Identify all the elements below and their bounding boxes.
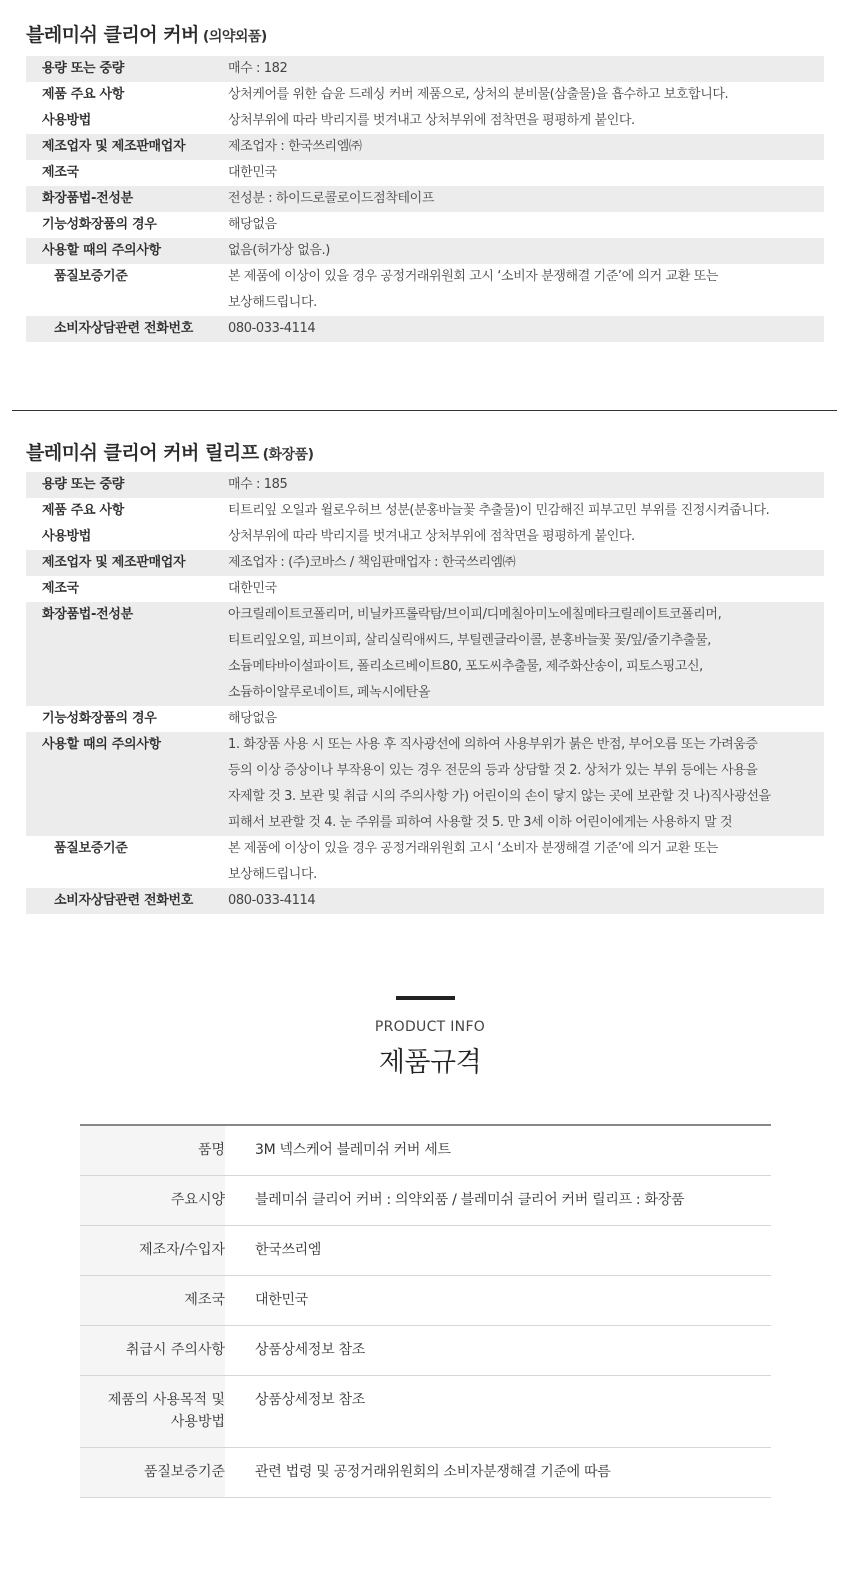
spec-value <box>216 56 824 82</box>
product-info-label <box>80 1326 225 1375</box>
section2-spec-table <box>26 472 824 914</box>
product-info-value: 상품상세정보 참조 <box>255 1392 365 1408</box>
spec-row <box>26 602 824 706</box>
spec-row <box>26 888 824 914</box>
spec-row <box>26 56 824 82</box>
spec-value-line: 대한민국 <box>228 165 277 180</box>
product-info-accent-bar <box>396 996 455 1000</box>
spec-value <box>216 212 824 238</box>
spec-row <box>26 238 824 264</box>
spec-value-line: 매수 : 182 <box>228 61 288 76</box>
spec-row <box>26 524 824 550</box>
product-info-label-line: 취급시 주의사항 <box>125 1342 225 1358</box>
product-info-row <box>80 1176 771 1226</box>
spec-value-line: 상처부위에 따라 박리지를 벗겨내고 상처부위에 점착면을 평평하게 붙인다. <box>228 113 635 128</box>
product-info-value: 대한민국 <box>255 1292 308 1308</box>
spec-value-line: 해당없음 <box>228 217 277 232</box>
product-info-label <box>80 1376 225 1447</box>
spec-row <box>26 264 824 316</box>
spec-label: 제조업자 및 제조판매업자 <box>42 139 186 154</box>
spec-value-line: 아크릴레이트코폴리머, 비닐카프롤락탐/브이피/디메칠아미노에칠메타크릴레이트코폴리머, <box>228 607 722 622</box>
spec-value <box>216 108 824 134</box>
spec-value <box>216 264 824 316</box>
spec-row <box>26 212 824 238</box>
spec-value-line: 자제할 것 3. 보관 및 취급 시의 주의사항 가) 어린이의 손이 닿지 않는 곳에 보관할 것 나)직사광선을 <box>228 789 771 804</box>
spec-value-line: 대한민국 <box>228 581 277 596</box>
spec-label: 소비자상담관련 전화번호 <box>54 893 194 908</box>
product-info-label <box>80 1176 225 1225</box>
spec-value <box>216 316 824 342</box>
product-info-row <box>80 1276 771 1326</box>
product-info-label <box>80 1126 225 1175</box>
section2-title: 블레미쉬 클리어 커버 릴리프 (화장품) <box>26 442 314 464</box>
spec-value-line: 등의 이상 증상이나 부작용이 있는 경우 전문의 등과 상담할 것 2. 상처가 있는 부위 등에는 사용을 <box>228 763 758 778</box>
spec-row <box>26 160 824 186</box>
spec-value <box>216 186 824 212</box>
product-info-label-line: 제조자/수입자 <box>139 1242 225 1258</box>
spec-value-line: 080-033-4114 <box>228 321 316 336</box>
spec-label: 기능성화장품의 경우 <box>42 217 157 232</box>
product-info-heading-ko: 제품규격 <box>378 1047 482 1078</box>
spec-label: 용량 또는 중량 <box>42 477 124 492</box>
spec-label: 제조국 <box>42 165 79 180</box>
spec-value-line: 제조업자 : 한국쓰리엠㈜ <box>228 139 362 154</box>
spec-row <box>26 550 824 576</box>
spec-value-line: 보상해드립니다. <box>228 867 317 882</box>
product-info-label-line: 품질보증기준 <box>143 1464 225 1480</box>
spec-value-line: 080-033-4114 <box>228 893 316 908</box>
spec-value-line: 상처부위에 따라 박리지를 벗겨내고 상처부위에 점착면을 평평하게 붙인다. <box>228 529 635 544</box>
spec-value-line: 티트리잎오일, 피브이피, 살리실릭애씨드, 부틸렌글라이콜, 분홍바늘꽃 꽃/잎/줄기추출물, <box>228 633 711 648</box>
spec-label: 용량 또는 중량 <box>42 61 124 76</box>
spec-value <box>216 888 824 914</box>
spec-label: 품질보증기준 <box>54 841 128 856</box>
spec-row <box>26 108 824 134</box>
spec-label: 소비자상담관련 전화번호 <box>54 321 194 336</box>
spec-row <box>26 134 824 160</box>
product-info-value: 관련 법령 및 공정거래위원회의 소비자분쟁해결 기준에 따름 <box>255 1464 611 1480</box>
spec-value-line: 피해서 보관할 것 4. 눈 주위를 피하여 사용할 것 5. 만 3세 이하 어린이에게는 사용하지 말 것 <box>228 815 733 830</box>
section1-subtitle: (의약외품) <box>202 29 267 45</box>
section-divider <box>12 410 837 411</box>
product-info-row <box>80 1126 771 1176</box>
product-info-label-line: 품명 <box>197 1142 225 1158</box>
spec-value <box>216 524 824 550</box>
section1-spec-table <box>26 56 824 342</box>
spec-label: 제조업자 및 제조판매업자 <box>42 555 186 570</box>
spec-label: 제품 주요 사항 <box>42 503 124 518</box>
spec-label: 사용할 때의 주의사항 <box>42 243 161 258</box>
spec-value <box>216 550 824 576</box>
spec-row <box>26 732 824 836</box>
product-info-heading-en: PRODUCT INFO <box>374 1019 486 1035</box>
spec-label: 화장품법-전성분 <box>42 191 133 206</box>
spec-value-line: 매수 : 185 <box>228 477 288 492</box>
product-info-table <box>80 1124 771 1498</box>
product-info-row <box>80 1376 771 1448</box>
spec-value-line: 티트리잎 오일과 윌로우허브 성분(분홍바늘꽃 추출물)이 민감해진 피부고민 부위를 진정시켜줍니다. <box>228 503 770 518</box>
spec-row <box>26 576 824 602</box>
spec-row <box>26 706 824 732</box>
spec-row <box>26 316 824 342</box>
spec-value-line: 본 제품에 이상이 있을 경우 공정거래위원회 고시 ‘소비자 분쟁해결 기준’에 의거 교환 또는 <box>228 841 718 856</box>
spec-value <box>216 836 824 888</box>
spec-value <box>216 160 824 186</box>
spec-value-line: 1. 화장품 사용 시 또는 사용 후 직사광선에 의하여 사용부위가 붉은 반점, 부어오름 또는 가려움증 <box>228 737 758 752</box>
spec-value <box>216 472 824 498</box>
spec-value <box>216 576 824 602</box>
spec-row <box>26 472 824 498</box>
spec-value-line: 상처케어를 위한 습윤 드레싱 커버 제품으로, 상처의 분비물(삼출물)을 흡수하고 보호합니다. <box>228 87 729 102</box>
spec-row <box>26 498 824 524</box>
spec-row <box>26 82 824 108</box>
spec-value <box>216 706 824 732</box>
spec-value-line: 본 제품에 이상이 있을 경우 공정거래위원회 고시 ‘소비자 분쟁해결 기준’에 의거 교환 또는 <box>228 269 718 284</box>
product-info-value: 한국쓰리엠 <box>255 1242 322 1258</box>
product-info-label <box>80 1448 225 1497</box>
product-info-value: 상품상세정보 참조 <box>255 1342 365 1358</box>
product-info-row <box>80 1326 771 1376</box>
product-info-label-line: 사용방법 <box>170 1414 225 1430</box>
spec-row <box>26 186 824 212</box>
spec-value-line: 소듐하이알루로네이트, 페녹시에탄올 <box>228 685 430 700</box>
spec-label: 제조국 <box>42 581 79 596</box>
spec-label: 제품 주요 사항 <box>42 87 124 102</box>
spec-value <box>216 238 824 264</box>
spec-value-line: 해당없음 <box>228 711 277 726</box>
product-info-label <box>80 1226 225 1275</box>
product-info-label <box>80 1276 225 1325</box>
spec-label: 화장품법-전성분 <box>42 607 133 622</box>
spec-label: 품질보증기준 <box>54 269 128 284</box>
spec-value <box>216 732 824 836</box>
section2-header <box>26 438 824 465</box>
spec-row <box>26 836 824 888</box>
spec-value-line: 보상해드립니다. <box>228 295 317 310</box>
product-info-label-line: 제조국 <box>184 1292 225 1308</box>
spec-value-line: 소듐메타바이설파이트, 폴리소르베이트80, 포도씨추출물, 제주화산송이, 피토스핑고신, <box>228 659 703 674</box>
spec-value <box>216 602 824 706</box>
product-info-value: 블레미쉬 클리어 커버 : 의약외품 / 블레미쉬 클리어 커버 릴리프 : 화장품 <box>255 1192 685 1208</box>
section1-title: 블레미쉬 클리어 커버 (의약외품) <box>26 24 267 46</box>
section1-header <box>26 20 824 47</box>
spec-value-line: 전성분 : 하이드로콜로이드점착테이프 <box>228 191 434 206</box>
spec-value <box>216 498 824 524</box>
product-info-label-line: 제품의 사용목적 및 <box>107 1392 225 1408</box>
spec-value-line: 제조업자 : (주)코바스 / 책임판매업자 : 한국쓰리엠㈜ <box>228 555 516 570</box>
product-info-value: 3M 넥스케어 블레미쉬 커버 세트 <box>255 1142 451 1158</box>
product-info-row <box>80 1448 771 1498</box>
product-info-row <box>80 1226 771 1276</box>
spec-label: 사용방법 <box>42 113 92 128</box>
product-info-label-line: 주요시양 <box>170 1192 225 1208</box>
spec-label: 사용방법 <box>42 529 92 544</box>
spec-label: 기능성화장품의 경우 <box>42 711 157 726</box>
spec-value <box>216 82 824 108</box>
spec-label: 사용할 때의 주의사항 <box>42 737 161 752</box>
spec-value <box>216 134 824 160</box>
spec-value-line: 없음(허가상 없음.) <box>228 243 330 258</box>
section2-subtitle: (화장품) <box>262 447 314 463</box>
